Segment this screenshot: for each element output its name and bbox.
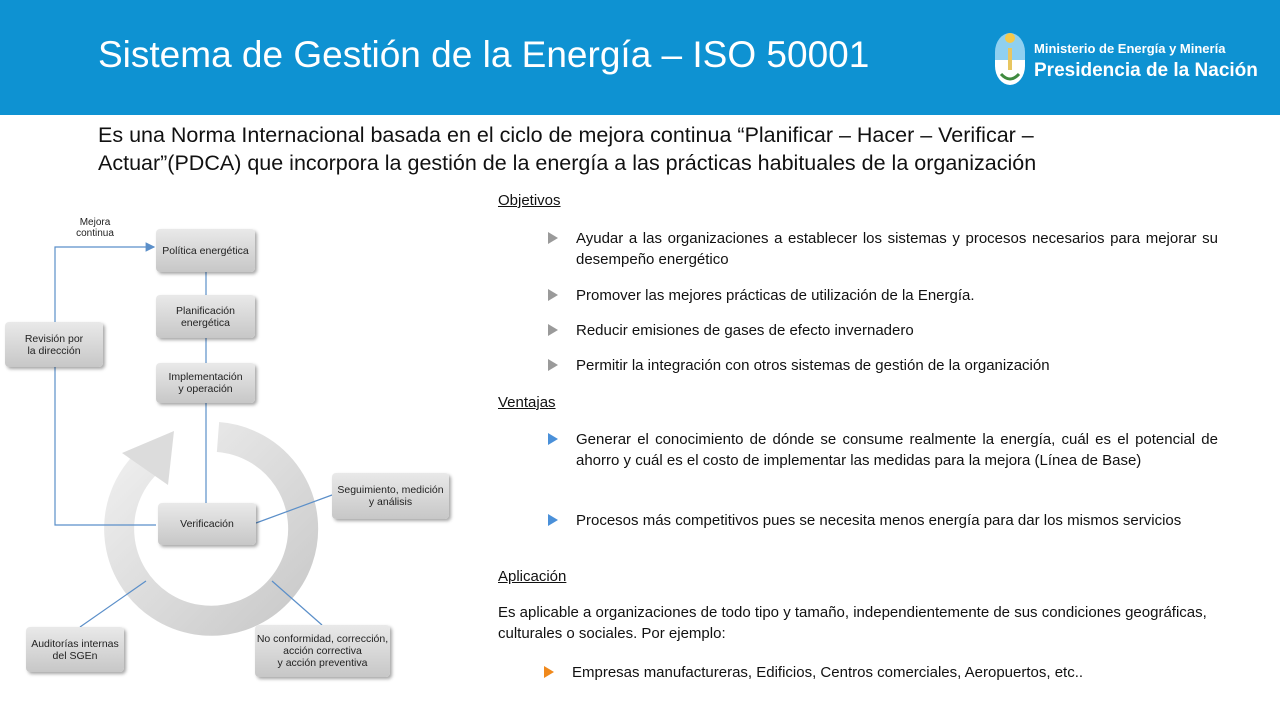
box-verificacion: Verificación <box>158 503 256 545</box>
box-seguimiento-medicion: Seguimiento, medición y análisis <box>332 473 449 519</box>
bullet-arrow-icon <box>548 514 558 526</box>
mejora-continua-label: Mejora continua <box>76 217 114 239</box>
box-planificacion-energetica: Planificación energética <box>156 295 255 338</box>
ministry-logo <box>988 30 1258 86</box>
bullet-arrow-icon <box>544 666 554 678</box>
objetivo-item: Permitir la integración con otros sistemas de gestión de la organización <box>576 355 1218 376</box>
bullet-arrow-icon <box>548 232 558 244</box>
box-no-conformidad: No conformidad, corrección, acción correctiva y acción preventiva <box>255 625 390 677</box>
box-implementacion-operacion: Implementación y operación <box>156 363 255 403</box>
bullet-arrow-icon <box>548 359 558 371</box>
bullet-arrow-icon <box>548 324 558 336</box>
intro-paragraph: Es una Norma Internacional basada en el ciclo de mejora continua “Planificar – Hacer – Verificar – Actuar”(PDCA) que incorpora la gestión de la energía a las prácticas habituales de la organización <box>98 123 1037 175</box>
bullet-arrow-icon <box>548 289 558 301</box>
logo-presidency-text: Presidencia de la Nación <box>1034 60 1258 81</box>
objetivo-item: Reducir emisiones de gases de efecto invernadero <box>576 320 1218 341</box>
aplicacion-text: Es aplicable a organizaciones de todo tipo y tamaño, independientemente de sus condiciones geográficas, culturales o sociales. Por ejemplo: <box>498 604 1207 642</box>
logo-ministry-text: Ministerio de Energía y Minería <box>1034 41 1226 56</box>
aplicacion-heading: Aplicación <box>498 568 567 585</box>
header-banner <box>0 0 1280 115</box>
objetivo-item: Ayudar a las organizaciones a establecer los sistemas y procesos necesarios para mejorar su desempeño energético <box>576 228 1218 270</box>
box-revision-direccion: Revisión por la dirección <box>5 322 103 367</box>
bullet-arrow-icon <box>548 433 558 445</box>
page-title: Sistema de Gestión de la Energía – ISO 50001 <box>98 34 870 75</box>
box-auditorias-internas: Auditorías internas del SGEn <box>26 627 124 672</box>
pdca-diagram <box>0 205 470 685</box>
box-politica-energetica: Política energética <box>156 229 255 272</box>
ventaja-item: Generar el conocimiento de dónde se consume realmente la energía, cuál es el potencial de ahorro y cuál es el costo de implementar las medidas para la mejora (Línea de Base) <box>576 429 1218 471</box>
objetivos-heading: Objetivos <box>498 192 561 209</box>
diagram-connectors <box>0 205 470 685</box>
ventajas-heading: Ventajas <box>498 394 556 411</box>
ventaja-item: Procesos más competitivos pues se necesita menos energía para dar los mismos servicios <box>576 510 1218 531</box>
objetivo-item: Promover las mejores prácticas de utilización de la Energía. <box>576 285 1218 306</box>
argentina-coat-of-arms-icon <box>988 30 1032 86</box>
aplicacion-example: Empresas manufactureras, Edificios, Centros comerciales, Aeropuertos, etc.. <box>572 662 1214 683</box>
